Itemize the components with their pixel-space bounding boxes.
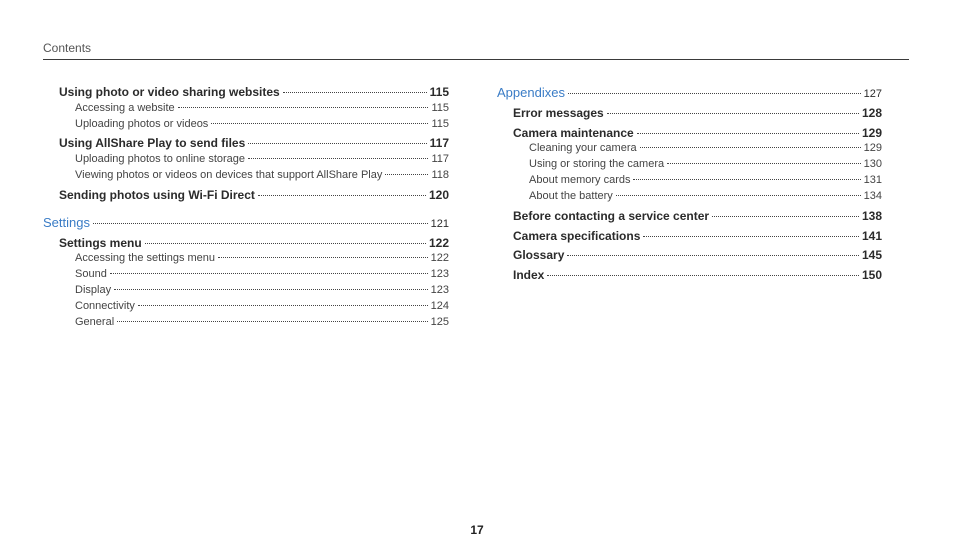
toc-leader-dots	[283, 92, 427, 93]
toc-page-number: 115	[431, 118, 449, 130]
toc-entry-label: Cleaning your camera	[529, 142, 637, 154]
toc-entry-label: General	[75, 316, 115, 328]
toc-entry-label: Uploading photos to online storage	[75, 153, 246, 165]
toc-entry-7[interactable]	[513, 209, 882, 223]
toc-entry-label: Accessing a website	[75, 102, 175, 114]
toc-entry-2[interactable]	[513, 126, 882, 140]
toc-entry-label: Camera specifications	[513, 229, 641, 243]
toc-leader-dots	[568, 93, 861, 94]
toc-entry-9[interactable]	[513, 248, 882, 262]
toc-leader-dots	[178, 107, 429, 108]
toc-entry-label: Connectivity	[75, 300, 135, 312]
toc-entry-label: Camera maintenance	[513, 126, 634, 140]
toc-entry-label: Glossary	[513, 248, 565, 262]
toc-leader-dots	[385, 174, 428, 175]
toc-leader-dots	[616, 195, 861, 196]
toc-entry-label: Index	[513, 268, 545, 282]
toc-leader-dots	[667, 163, 861, 164]
toc-page-number: 117	[431, 153, 449, 165]
toc-entry-label: Settings	[43, 215, 90, 230]
toc-leader-dots	[643, 236, 859, 237]
toc-entry-1[interactable]	[513, 106, 882, 120]
toc-page-number: 123	[430, 284, 449, 296]
toc-entry-2[interactable]	[75, 118, 449, 130]
toc-entry-3[interactable]	[59, 136, 449, 150]
toc-leader-dots	[633, 179, 860, 180]
toc-page-number: 120	[428, 188, 449, 202]
toc-leader-dots	[637, 133, 859, 134]
toc-section-0[interactable]	[497, 85, 882, 100]
toc-page-number: 115	[429, 85, 449, 99]
toc-page-number: 138	[861, 209, 882, 223]
toc-leader-dots	[258, 195, 426, 196]
header-title: Contents	[43, 41, 92, 55]
toc-entry-10[interactable]	[75, 268, 449, 280]
toc-leader-dots	[248, 143, 426, 144]
toc-entry-label: About memory cards	[529, 174, 631, 186]
toc-entry-1[interactable]	[75, 102, 449, 114]
toc-page-number: 124	[430, 300, 449, 312]
toc-leader-dots	[640, 147, 861, 148]
toc-entry-label: Display	[75, 284, 112, 296]
toc-leader-dots	[248, 158, 428, 159]
toc-section-7[interactable]	[43, 215, 449, 230]
toc-entry-label: Uploading photos or videos	[75, 118, 209, 130]
toc-entry-13[interactable]	[75, 316, 449, 328]
toc-page-number: 115	[431, 102, 449, 114]
toc-entry-6[interactable]	[529, 190, 882, 202]
toc-page-number: 125	[430, 316, 449, 328]
toc-entry-label: Sound	[75, 268, 107, 280]
page-number: 17	[470, 523, 484, 537]
toc-page-number: 117	[429, 136, 449, 150]
toc-entry-6[interactable]	[59, 188, 449, 202]
toc-leader-dots	[145, 243, 426, 244]
toc-entry-label: Viewing photos or videos on devices that support AllShare Play	[75, 169, 383, 181]
toc-page-number: 122	[430, 252, 449, 264]
toc-page-number: 122	[428, 236, 449, 250]
toc-leader-dots	[547, 275, 859, 276]
toc-entry-label: Error messages	[513, 106, 604, 120]
toc-page-number: 131	[863, 174, 882, 186]
toc-entry-label: About the battery	[529, 190, 613, 202]
toc-entry-5[interactable]	[75, 169, 449, 181]
toc-entry-label: Using or storing the camera	[529, 158, 665, 170]
toc-leader-dots	[211, 123, 428, 124]
toc-entry-0[interactable]	[59, 85, 449, 99]
toc-entry-11[interactable]	[75, 284, 449, 296]
toc-page-number: 129	[861, 126, 882, 140]
toc-entry-label: Appendixes	[497, 85, 565, 100]
toc-page-number: 128	[861, 106, 882, 120]
toc-page-number: 130	[863, 158, 882, 170]
toc-entry-label: Accessing the settings menu	[75, 252, 216, 264]
toc-entry-9[interactable]	[75, 252, 449, 264]
toc-leader-dots	[93, 223, 428, 224]
toc-entry-4[interactable]	[529, 158, 882, 170]
toc-leader-dots	[114, 289, 428, 290]
toc-leader-dots	[712, 216, 859, 217]
toc-page-number: 129	[863, 142, 882, 154]
toc-page-number: 127	[863, 88, 882, 100]
toc-leader-dots	[138, 305, 428, 306]
toc-entry-label: Using photo or video sharing websites	[59, 85, 280, 99]
toc-leader-dots	[567, 255, 859, 256]
toc-page-number: 145	[861, 248, 882, 262]
toc-entry-label: Using AllShare Play to send files	[59, 136, 246, 150]
toc-entry-10[interactable]	[513, 268, 882, 282]
toc-leader-dots	[607, 113, 859, 114]
toc-entry-8[interactable]	[59, 236, 449, 250]
toc-entry-3[interactable]	[529, 142, 882, 154]
toc-page-number: 121	[430, 218, 449, 230]
toc-leader-dots	[218, 257, 428, 258]
toc-page-number: 141	[861, 229, 882, 243]
toc-page-number: 134	[863, 190, 882, 202]
toc-leader-dots	[117, 321, 428, 322]
toc-entry-label: Before contacting a service center	[513, 209, 710, 223]
page-header	[43, 41, 909, 60]
toc-page-number: 123	[430, 268, 449, 280]
toc-entry-5[interactable]	[529, 174, 882, 186]
toc-entry-label: Sending photos using Wi-Fi Direct	[59, 188, 255, 202]
toc-leader-dots	[110, 273, 428, 274]
toc-page-number: 118	[431, 169, 449, 181]
toc-page-number: 150	[861, 268, 882, 282]
toc-entry-label: Settings menu	[59, 236, 142, 250]
toc-entry-12[interactable]	[75, 300, 449, 312]
toc-entry-8[interactable]	[513, 229, 882, 243]
toc-entry-4[interactable]	[75, 153, 449, 165]
